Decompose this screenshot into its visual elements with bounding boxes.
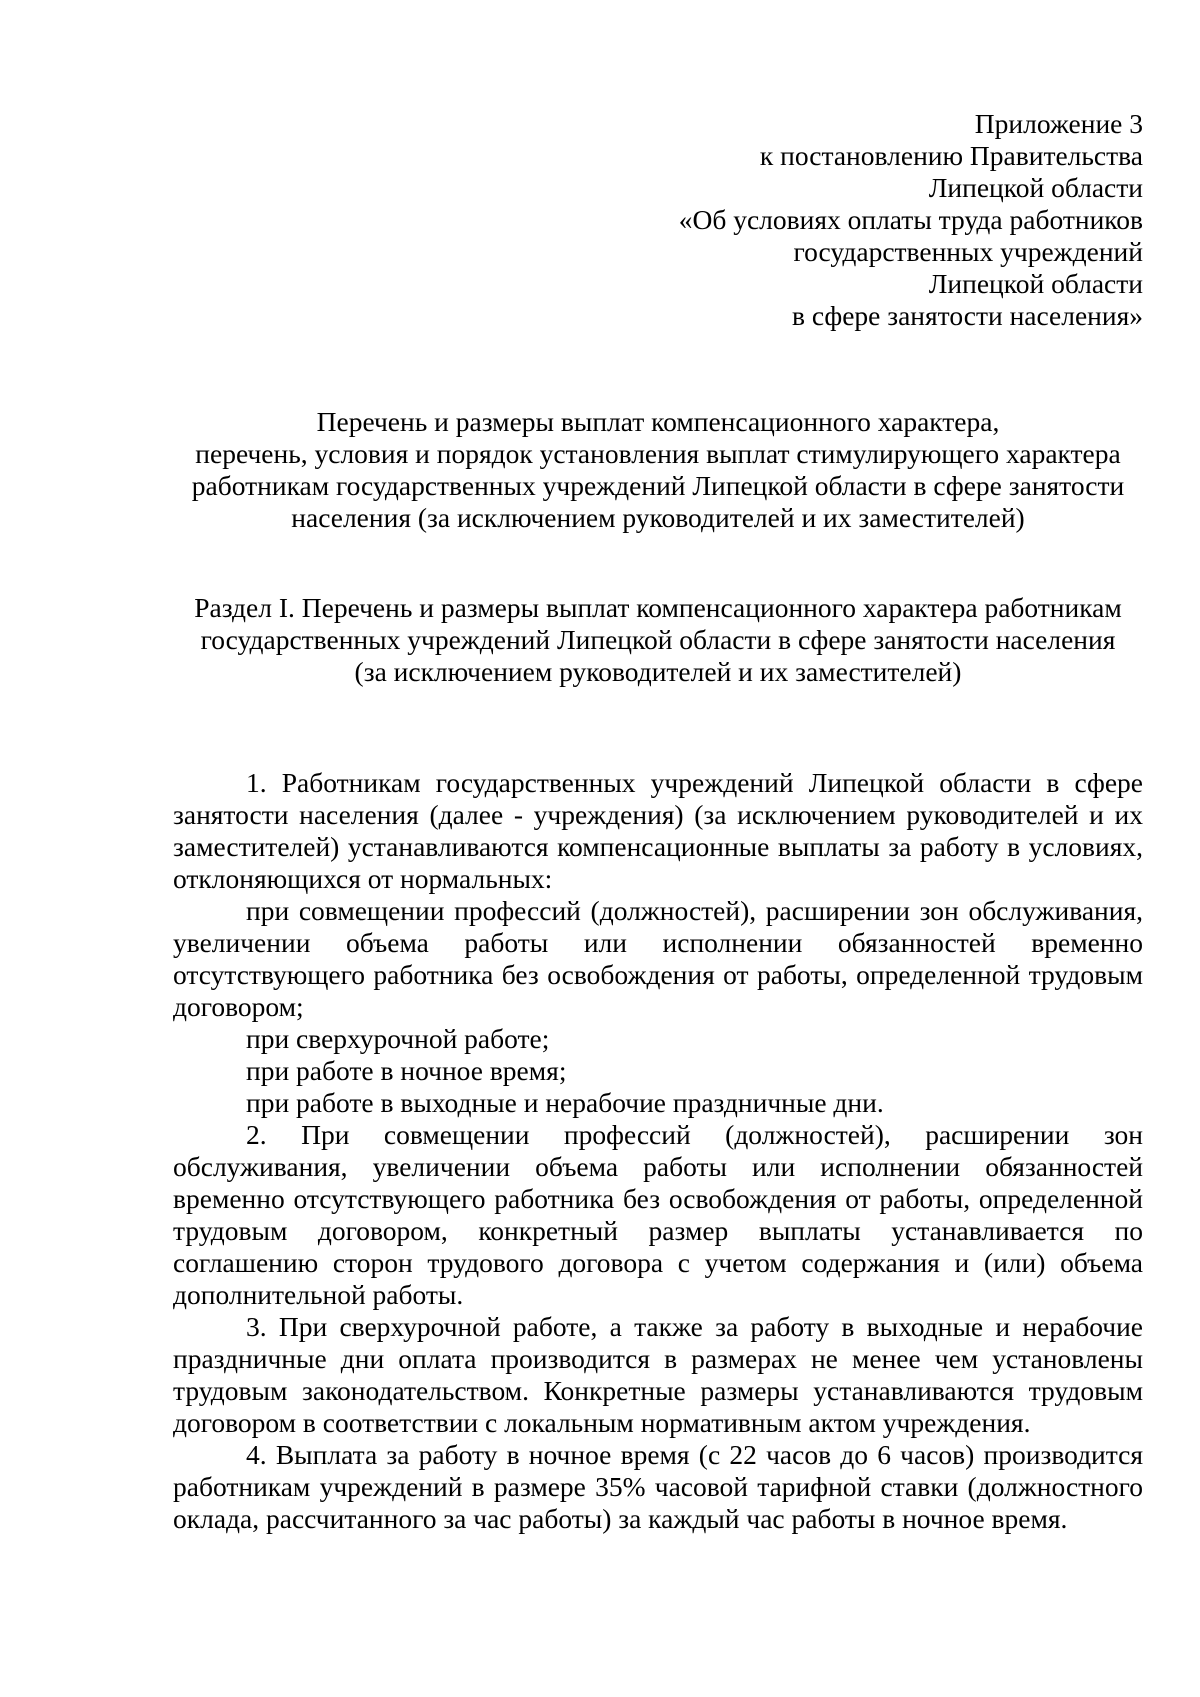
- paragraph: при сверхурочной работе;: [246, 1023, 550, 1054]
- paragraph: при работе в ночное время;: [246, 1055, 567, 1086]
- title-line: Перечень и размеры выплат компенсационного характера,: [316, 406, 1000, 437]
- appendix-line: к постановлению Правительства: [759, 140, 1143, 171]
- document-title: [173, 406, 1143, 534]
- appendix-line: государственных учреждений: [793, 236, 1143, 267]
- appendix-line: в сфере занятости населения»: [791, 300, 1143, 331]
- section-heading: [173, 592, 1143, 688]
- appendix-line: Липецкой области: [928, 172, 1143, 203]
- section-line: государственных учреждений Липецкой области в сфере занятости населения: [200, 624, 1116, 655]
- title-line: населения (за исключением руководителей и их заместителей): [291, 502, 1025, 533]
- document-body: [173, 767, 1143, 1535]
- appendix-line: Приложение 3: [974, 108, 1143, 139]
- section-line: Раздел I. Перечень и размеры выплат компенсационного характера работникам: [194, 592, 1122, 623]
- paragraph: при совмещении профессий (должностей), расширении зон обслуживания, увеличении объема работы или исполнении обязанностей временно отсутствующего работника без освобождения от работы, определенной трудовым договором;: [173, 895, 1143, 1022]
- paragraph: 4. Выплата за работу в ночное время (с 22 часов до 6 часов) производится работникам учреждений в размере 35% часовой тарифной ставки (должностного оклада, рассчитанного за час работы) за каждый час работы в ночное время.: [173, 1439, 1143, 1534]
- paragraph: 1. Работникам государственных учреждений Липецкой области в сфере занятости населения (далее - учреждения) (за исключением руководителей и их заместителей) устанавливаются компенсационные выплаты за работу в условиях, отклоняющихся от нормальных:: [173, 767, 1143, 894]
- document-page: [173, 108, 1143, 1535]
- paragraph: 3. При сверхурочной работе, а также за работу в выходные и нерабочие праздничные дни оплата производится в размерах не менее чем установлены трудовым законодательством. Конкретные размеры устанавливаются трудовым договором в соответствии с локальным нормативным актом учреждения.: [173, 1311, 1143, 1438]
- section-line: (за исключением руководителей и их заместителей): [354, 656, 962, 687]
- title-line: работникам государственных учреждений Липецкой области в сфере занятости: [191, 470, 1125, 501]
- paragraph: при работе в выходные и нерабочие праздничные дни.: [246, 1087, 884, 1118]
- appendix-line: «Об условиях оплаты труда работников: [678, 204, 1143, 235]
- appendix-line: Липецкой области: [928, 268, 1143, 299]
- paragraph: 2. При совмещении профессий (должностей), расширении зон обслуживания, увеличении объема работы или исполнении обязанностей временно отсутствующего работника без освобождения от работы, определенной трудовым договором, конкретный размер выплаты устанавливается по соглашению сторон трудового договора с учетом содержания и (или) объема дополнительной работы.: [173, 1119, 1143, 1310]
- appendix-header: [173, 108, 1143, 332]
- title-line: перечень, условия и порядок установления выплат стимулирующего характера: [195, 438, 1121, 469]
